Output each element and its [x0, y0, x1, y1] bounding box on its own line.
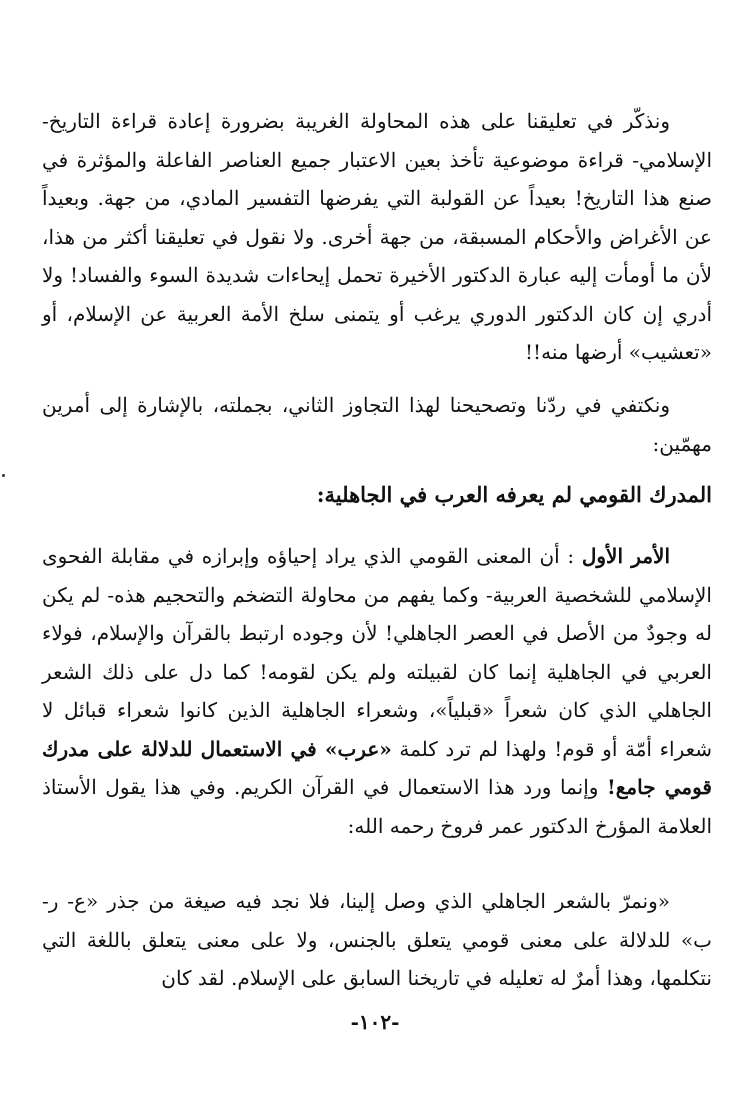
paragraph-first-matter [42, 537, 712, 845]
section-heading: المدرك القومي لم يعرفه العرب في الجاهلية: [316, 482, 712, 507]
first-matter-text: : أن المعنى القومي الذي يراد إحياؤه وإبرازه في مقابلة الفحوى الإسلامي للشخصية العربية- وكما يفهم من محاولة التضخم والتحجيم هذه- لم يكن له وجودٌ من الأصل في العصر الجاهلي! لأن وجوده ارتبط بالقرآن والإسلام، فولاء العربي في الجاهلية إنما كان لقبيلته ولم يكن لقومه! كما دل على ذلك الشعر الجاهلي الذي كان شعراً «قبلياً»، وشعراء الجاهلية الذين كانوا شعراء قبائل لا شعراء أمّة أو قوم! ولهذا لم ترد كلمة [42, 544, 713, 761]
margin-mark [2, 474, 5, 477]
paragraph-two-matters: ونكتفي في ردّنا وتصحيحنا لهذا التجاوز الثاني، بجملته، بالإشارة إلى أمرين مهمّين: [42, 393, 712, 456]
paragraph-quotation: «ونمرّ بالشعر الجاهلي الذي وصل إلينا، فلا نجد فيه صيغة من جذر «ع- ر- ب» للدلالة على معنى قومي يتعلق بالجنس، ولا على معنى يتعلق باللغة التي نتكلمها، وهذا أمرٌ له تعليله في تاريخنا السابق على الإسلام. لقد كان [42, 889, 712, 990]
first-matter-label: الأمر الأول [581, 544, 670, 568]
first-matter-text-continued: وإنما ورد هذا الاستعمال في القرآن الكريم. وفي هذا يقول الأستاذ العلامة المؤرخ الدكتور عمر فروخ رحمه الله: [42, 775, 712, 838]
emphasized-statement: «عرب» في الاستعمال للدلالة على مدرك قومي جامع! [42, 736, 712, 799]
paragraph-reread-history: ونذكّر في تعليقنا على هذه المحاولة الغريبة بضرورة إعادة قراءة التاريخ- الإسلامي- قراءة موضوعية تأخذ بعين الاعتبار جميع العناصر الفاعلة والمؤثرة في صنع هذا التاريخ! بعيداً عن القولبة التي يفرضها التفسير المادي، من جهة. وبعيداً عن الأغراض والأحكام المسبقة، من جهة أخرى. ولا نقول في تعليقنا أكثر من هذا، لأن ما أومأت إليه عبارة الدكتور الأخيرة تحمل إيحاءات شديدة السوء والفساد! ولا أدري إن كان الدكتور الدوري يرغب أو يتمنى سلخ الأمة العربية عن الإسلام، أو «تعشيب» أرضها منه!! [42, 109, 712, 364]
page-number: -١٠٢- [350, 1010, 400, 1034]
